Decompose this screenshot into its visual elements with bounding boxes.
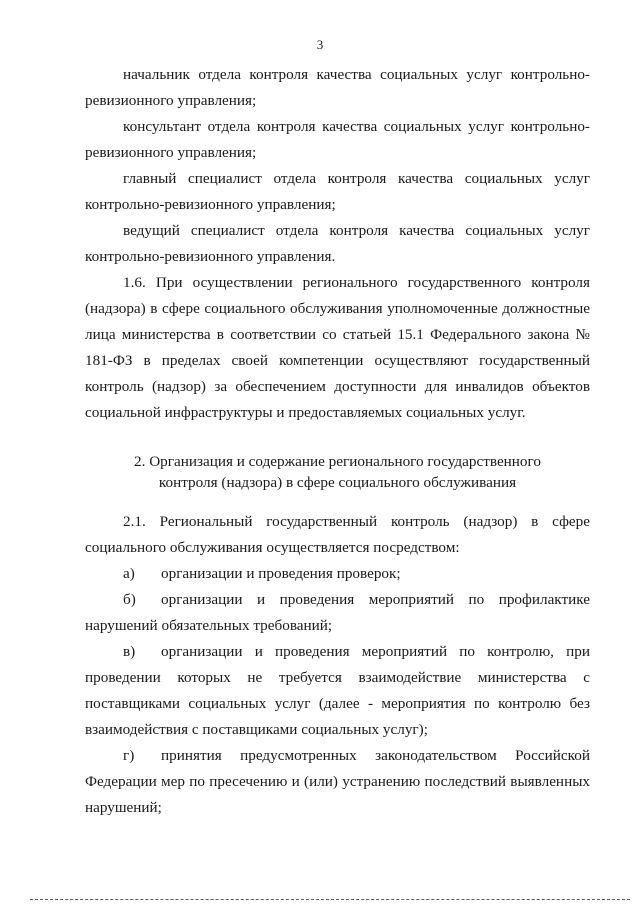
list-item-text: организации и проведения проверок; bbox=[161, 565, 401, 582]
list-item-v bbox=[85, 639, 590, 743]
section-heading-line-1: 2. Организация и содержание регионального государственного bbox=[134, 453, 541, 470]
scan-footer-divider bbox=[30, 899, 630, 900]
list-marker: а) bbox=[123, 565, 135, 582]
list-item-text: организации и проведения мероприятий по контролю, при проведении которых не требуется взаимодействие министерства с поставщиками социальных услуг (далее - мероприятия по контролю без взаимодействия с поставщиками социальных услуг); bbox=[85, 643, 590, 738]
list-item-text: организации и проведения мероприятий по профилактике нарушений обязательных требований; bbox=[85, 591, 590, 634]
section-heading-line-2: контроля (надзора) в сфере социального обслуживания bbox=[158, 474, 517, 491]
list-item-g bbox=[85, 743, 590, 821]
list-marker: в) bbox=[123, 643, 136, 660]
page-number: 3 bbox=[316, 37, 324, 52]
document-body bbox=[85, 62, 590, 821]
list-marker: г) bbox=[123, 747, 135, 764]
list-marker: б) bbox=[123, 591, 136, 608]
section-heading bbox=[85, 451, 590, 493]
list-item-b bbox=[85, 587, 590, 639]
list-item-text: принятия предусмотренных законодательством Российской Федерации мер по пресечению и (или) устранению последствий выявленных нарушений; bbox=[85, 747, 590, 816]
paragraph-head-of-department: начальник отдела контроля качества социальных услуг контрольно-ревизионного управления; bbox=[85, 66, 590, 109]
paragraph-chief-specialist: главный специалист отдела контроля качества социальных услуг контрольно-ревизионного управления; bbox=[85, 170, 590, 213]
paragraph-1-6: 1.6. При осуществлении регионального государственного контроля (надзора) в сфере социального обслуживания уполномоченные должностные лица министерства в соответствии со статьей 15.1 Федерального закона № 181-ФЗ в пределах своей компетенции осуществляют государственный контроль (надзор) за обеспечением доступности для инвалидов объектов социальной инфраструктуры и предоставляемых социальных услуг. bbox=[85, 274, 590, 421]
paragraph-leading-specialist: ведущий специалист отдела контроля качества социальных услуг контрольно-ревизионного управления. bbox=[85, 222, 590, 265]
paragraph-consultant: консультант отдела контроля качества социальных услуг контрольно-ревизионного управления; bbox=[85, 118, 590, 161]
list-item-a bbox=[85, 561, 590, 587]
paragraph-2-1: 2.1. Региональный государственный контроль (надзор) в сфере социального обслуживания осуществляется посредством: bbox=[85, 513, 590, 556]
